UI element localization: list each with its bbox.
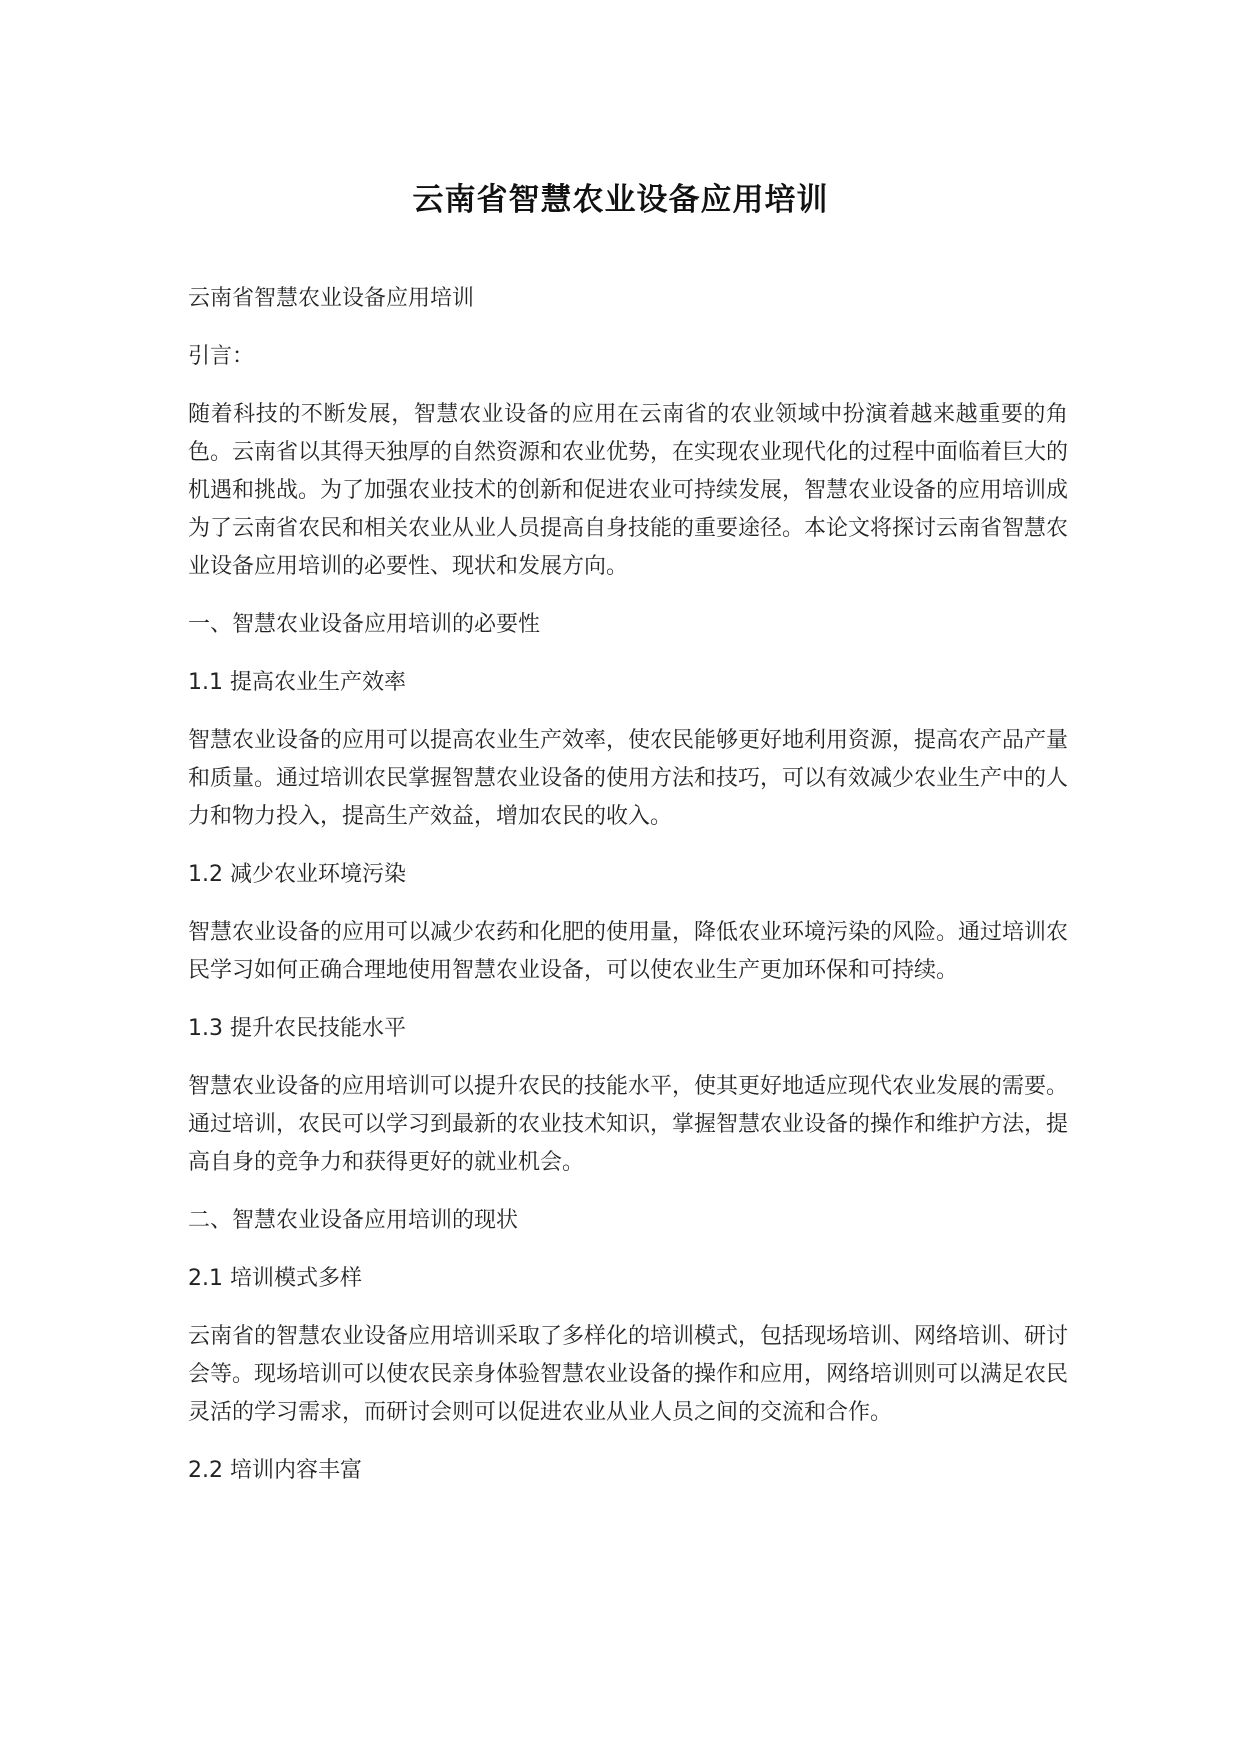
subsection-heading-2-2: 2.2 培训内容丰富 bbox=[188, 1458, 362, 1483]
document-body bbox=[188, 280, 1068, 1510]
subsection-heading-1-1: 1.1 提高农业生产效率 bbox=[188, 670, 406, 695]
intro-label: 引言： bbox=[188, 344, 255, 369]
subsection-heading-1-2: 1.2 减少农业环境污染 bbox=[188, 862, 406, 887]
body-paragraph-1-1: 智慧农业设备的应用可以提高农业生产效率，使农民能够更好地利用资源，提高农产品产量和质量。通过培训农民掌握智慧农业设备的使用方法和技巧，可以有效减少农业生产中的人力和物力投入，提高生产效益，增加农民的收入。 bbox=[188, 728, 1069, 829]
subtitle-paragraph: 云南省智慧农业设备应用培训 bbox=[188, 286, 475, 311]
subsection-heading-2-1: 2.1 培训模式多样 bbox=[188, 1266, 362, 1291]
section-heading-1: 一、智慧农业设备应用培训的必要性 bbox=[188, 612, 541, 637]
intro-paragraph: 随着科技的不断发展，智慧农业设备的应用在云南省的农业领域中扮演着越来越重要的角色。云南省以其得天独厚的自然资源和农业优势，在实现农业现代化的过程中面临着巨大的机遇和挑战。为了加强农业技术的创新和促进农业可持续发展，智慧农业设备的应用培训成为了云南省农民和相关农业从业人员提高自身技能的重要途径。本论文将探讨云南省智慧农业设备应用培训的必要性、现状和发展方向。 bbox=[188, 402, 1069, 579]
body-paragraph-1-2: 智慧农业设备的应用可以减少农药和化肥的使用量，降低农业环境污染的风险。通过培训农民学习如何正确合理地使用智慧农业设备，可以使农业生产更加环保和可持续。 bbox=[188, 920, 1069, 983]
subsection-heading-1-3: 1.3 提升农民技能水平 bbox=[188, 1016, 406, 1041]
document-title: 云南省智慧农业设备应用培训 bbox=[412, 182, 829, 218]
section-heading-2: 二、智慧农业设备应用培训的现状 bbox=[188, 1208, 519, 1233]
body-paragraph-2-1: 云南省的智慧农业设备应用培训采取了多样化的培训模式，包括现场培训、网络培训、研讨会等。现场培训可以使农民亲身体验智慧农业设备的操作和应用，网络培训则可以满足农民灵活的学习需求，而研讨会则可以促进农业从业人员之间的交流和合作。 bbox=[188, 1324, 1069, 1425]
body-paragraph-1-3: 智慧农业设备的应用培训可以提升农民的技能水平，使其更好地适应现代农业发展的需要。通过培训，农民可以学习到最新的农业技术知识，掌握智慧农业设备的操作和维护方法，提高自身的竞争力和获得更好的就业机会。 bbox=[188, 1074, 1069, 1175]
